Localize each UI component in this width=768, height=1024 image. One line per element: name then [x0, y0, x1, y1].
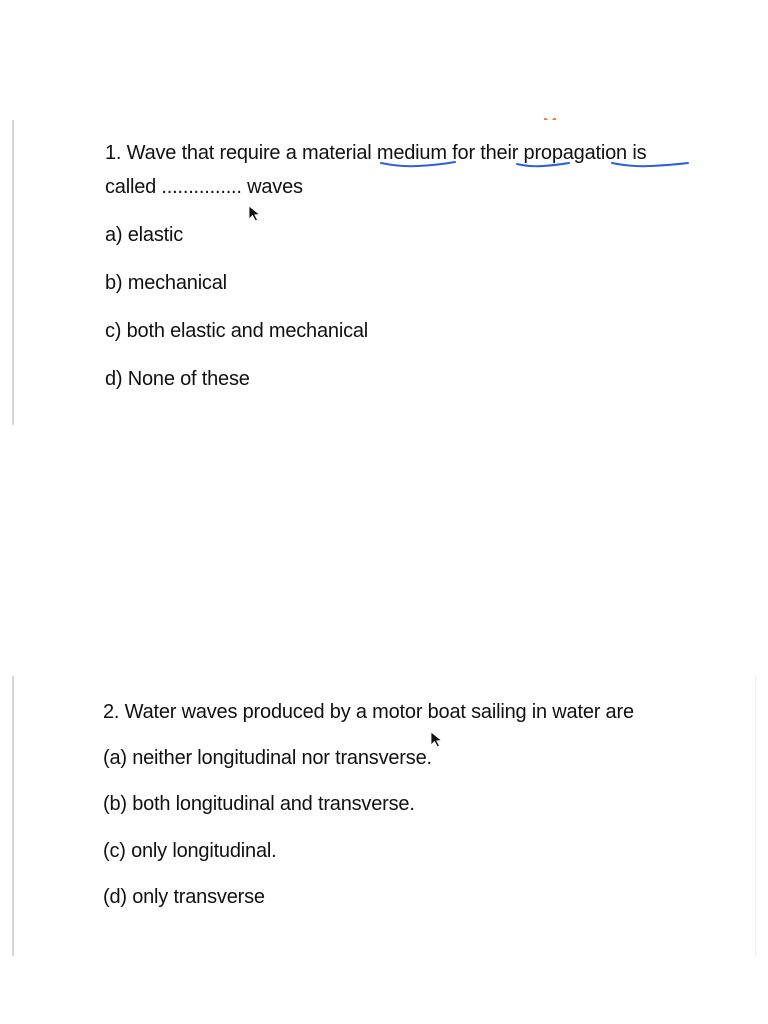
mouse-pointer-icon	[248, 205, 262, 223]
left-border	[12, 676, 14, 956]
question-1-option-c[interactable]: c) both elastic and mechanical	[105, 320, 369, 342]
question-1-option-a[interactable]: a) elastic	[105, 224, 184, 246]
question-2-option-a[interactable]: (a) neither longitudinal nor transverse.	[103, 747, 432, 769]
spellcheck-underline-propagation	[611, 160, 689, 168]
question-2-text: 2. Water waves produced by a motor boat sailing in water are	[103, 701, 634, 723]
left-border	[12, 120, 14, 425]
question-1-text-line-2: called ............... waves	[105, 176, 303, 198]
spellcheck-underline-medium	[380, 160, 456, 168]
question-1-text-line-1: 1. Wave that require a material medium for their propagation is	[105, 142, 647, 164]
question-2-option-b[interactable]: (b) both longitudinal and transverse.	[103, 793, 415, 815]
question-2-card	[0, 676, 768, 956]
spellcheck-underline-their	[516, 160, 570, 168]
question-1-option-b[interactable]: b) mechanical	[105, 272, 227, 294]
question-2-option-d[interactable]: (d) only transverse	[103, 886, 265, 908]
mouse-pointer-icon	[430, 731, 444, 749]
right-border	[755, 676, 756, 956]
question-1-option-d[interactable]: d) None of these	[105, 368, 250, 390]
question-2-option-c[interactable]: (c) only longitudinal.	[103, 840, 277, 862]
